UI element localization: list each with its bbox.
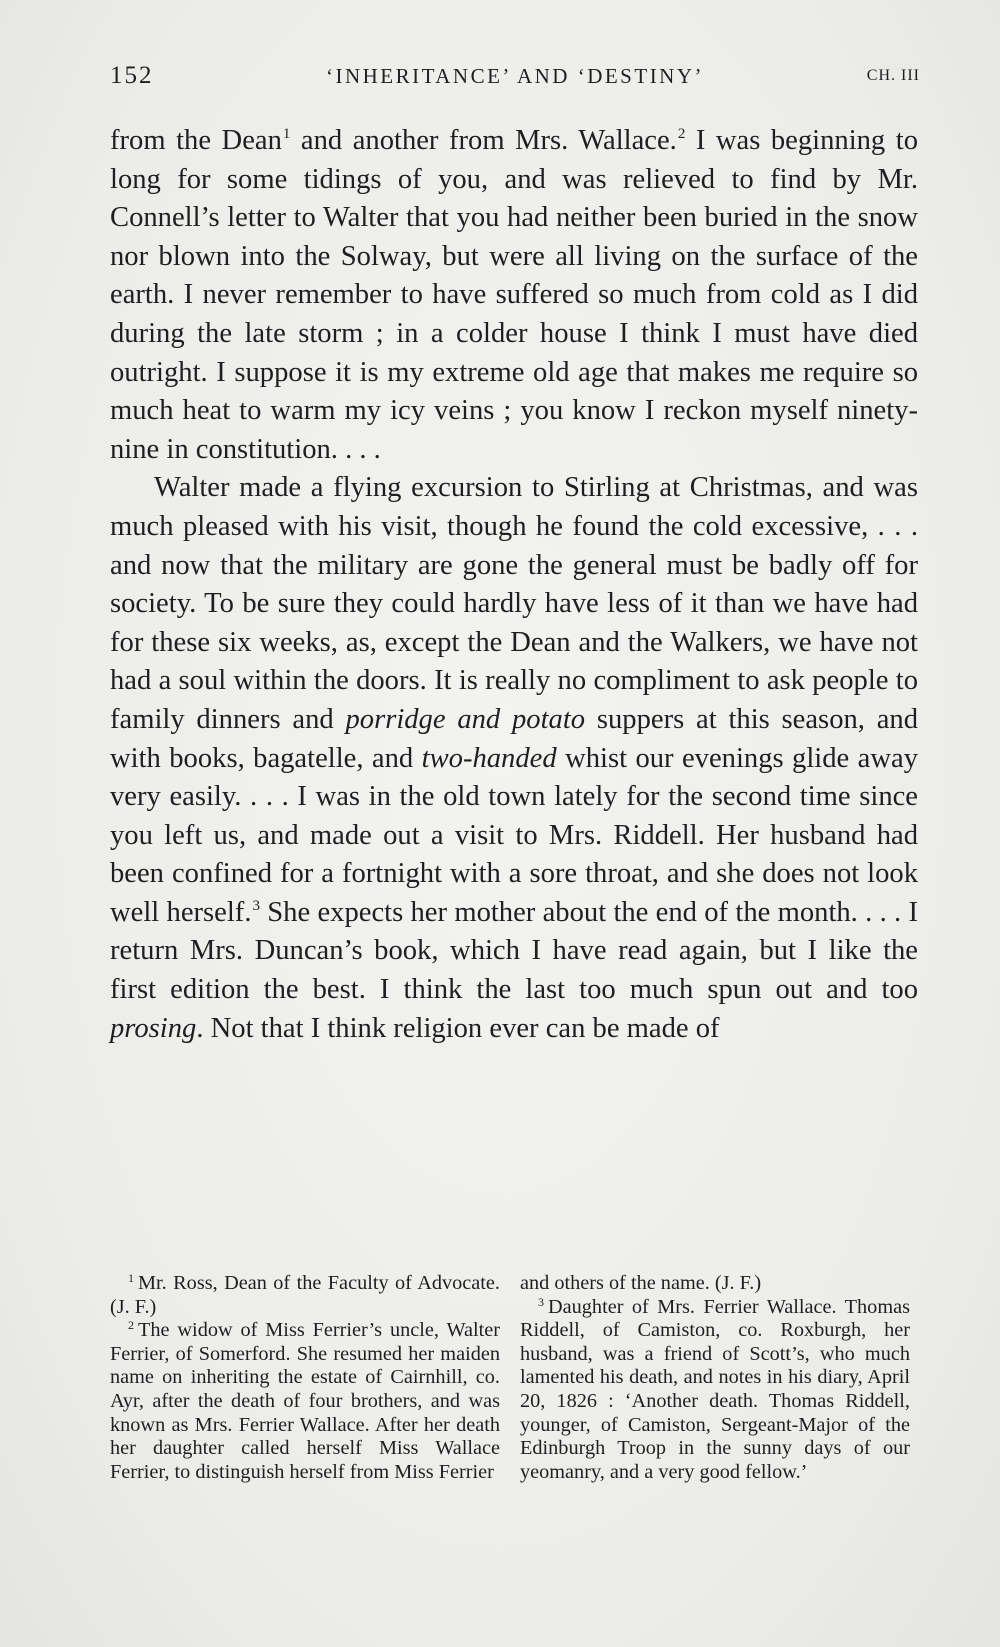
paragraph-2-text-d: She expects her mother about the end of the month. . . . I return Mrs. Duncan’s book, which I have read again, but I like the first edition the best. I think the last too much spun out and too [110, 896, 918, 1006]
footnotes-right-column [520, 1272, 910, 1484]
running-head [110, 62, 920, 94]
paragraph-2 [110, 469, 918, 1048]
footnote-2 [110, 1319, 500, 1484]
footnote-1 [110, 1272, 500, 1319]
footnote-3-number: 3 [538, 1294, 544, 1309]
paragraph-2-text-e: . Not that I think religion ever can be made of [196, 1012, 720, 1044]
paragraph-1-text-c: I was beginning to long for some tidings of you, and was relieved to find by Mr. Connell’s letter to Walter that you had neither been buried in the snow nor blown into the Solway, but were all living on the surface of the earth. I never remember to have suffered so much from cold as I did during the late storm ; in a colder house I think I must have died outright. I suppose it is my extreme old age that makes me require so much heat to warm my icy veins ; you know I reckon myself ninety-nine in constitution. . . . [110, 125, 918, 465]
paragraph-2-text-a: Walter made a flying excursion to Stirling at Christmas, and was much pleased with his visit, though he found the cold excessive, . . . and now that the military are gone the general must be badly off for society. To be sure they could hardly have less of it than we have had for these six weeks, as, except the Dean and the Walkers, we have not had a soul within the doors. It is really no compliment to ask people to family dinners and [110, 472, 918, 735]
footnote-3 [520, 1296, 910, 1485]
paragraph-2-text-b: suppers at this season, and with books, bagatelle, and [110, 703, 919, 774]
page-number: 152 [110, 62, 154, 89]
footnote-1-text: Mr. Ross, Dean of the Faculty of Advocate. (J. F.) [110, 1272, 500, 1318]
paragraph-1-text-b: and another from Mrs. Wallace. [290, 125, 677, 156]
footnote-2-continued: and others of the name. (J. F.) [520, 1272, 762, 1294]
footnote-ref-1: 1 [282, 126, 291, 142]
italic-two-handed: two-handed [421, 742, 557, 774]
footnotes [110, 1272, 918, 1562]
body-text [110, 122, 918, 1048]
footnotes-left-column [110, 1272, 500, 1484]
footnote-ref-2: 2 [677, 126, 686, 142]
paragraph-1 [110, 122, 918, 469]
running-title: ‘INHERITANCE’ AND ‘DESTINY’ [325, 64, 705, 88]
paragraph-1-text-a: from the Dean [110, 125, 282, 156]
chapter-label: CH. III [866, 67, 920, 84]
italic-prosing: prosing [110, 1012, 197, 1044]
footnote-1-number: 1 [128, 1271, 134, 1285]
footnote-2-text: The widow of Miss Ferrier’s uncle, Walter Ferrier, of Somerford. She resumed her maiden name on inheriting the estate of Cairnhill, co. Ayr, after the death of four brothers, and was known as Mrs. Ferrier Wallace. After her death her daughter called herself Miss Wallace Ferrier, to distinguish herself from Miss Ferrier [110, 1319, 500, 1483]
paragraph-2-text-c: whist our evenings glide away very easily. . . . I was in the old town lately for the second time since you left us, and made out a visit to Mrs. Riddell. Her husband had been confined for a fortnight with a sore throat, and she does not look well herself. [110, 742, 918, 928]
footnote-3-text: Daughter of Mrs. Ferrier Wallace. Thomas Riddell, of Camiston, co. Roxburgh, her husband, was a friend of Scott’s, who much lamented his death, and notes in his diary, April 20, 1826 : ‘Another death. Thomas Riddell, younger, of Camiston, Sergeant-Major of the Edinburgh Troop in the sunny days of our yeomanry, and a very good fellow.’ [520, 1295, 910, 1483]
italic-porridge-and-potato: porridge and potato [345, 703, 586, 735]
footnote-ref-3: 3 [252, 897, 260, 914]
footnote-2-number: 2 [128, 1318, 134, 1333]
